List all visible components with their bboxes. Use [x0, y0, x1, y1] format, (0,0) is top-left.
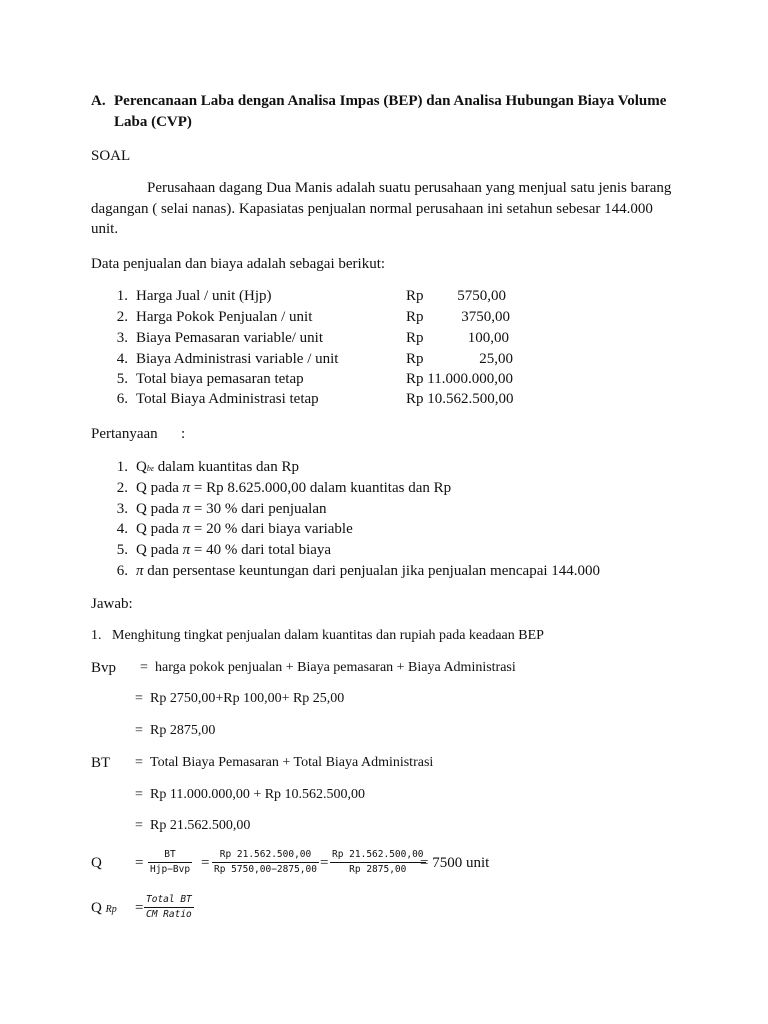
soal-label: SOAL [91, 148, 131, 164]
qrp-q: Q [91, 900, 102, 916]
item-value: 25,00 [479, 351, 513, 367]
item-value-line [406, 371, 513, 388]
q-equals-2: = [201, 855, 210, 871]
question-number: 4. [116, 521, 128, 537]
section-title-line2: Laba (CVP) [114, 114, 192, 130]
q-result: = 7500 unit [420, 855, 490, 871]
item-currency: Rp [406, 351, 424, 367]
question-q: Q pada [136, 521, 183, 537]
question-number: 3. [116, 501, 128, 517]
question-q: Q [136, 459, 147, 475]
bt-equals-3: = [135, 818, 143, 833]
pi-symbol: π [182, 521, 191, 537]
question-item [106, 521, 353, 538]
question-q: Q pada [136, 480, 183, 496]
data-intro: Data penjualan dan biaya adalah sebagai berikut: [91, 256, 386, 272]
question-text: = 30 % dari penjualan [190, 501, 327, 517]
bt-equals: = [135, 755, 143, 770]
fraction-simplified [330, 848, 426, 877]
bt-substitution: Rp 11.000.000,00 + Rp 10.562.500,00 [150, 787, 366, 802]
qrp-subscript: Rp [105, 904, 117, 915]
question-item [106, 459, 299, 476]
q-label: Q [91, 855, 102, 871]
bvp-formula: harga pokok penjualan + Biaya pemasaran + Biaya Administrasi [155, 660, 516, 675]
pi-symbol: π [182, 480, 191, 496]
question-number: 2. [116, 480, 128, 496]
item-value-line [406, 391, 514, 408]
fraction-denominator: CM Ratio [146, 909, 192, 920]
item-value: 5750,00 [457, 288, 506, 304]
list-item [106, 309, 312, 326]
bt-result: Rp 21.562.500,00 [150, 818, 251, 833]
item-label: Harga Pokok Penjualan / unit [136, 309, 313, 325]
bvp-equals-3: = [135, 723, 143, 738]
pi-symbol: π [182, 501, 191, 517]
item-number: 4. [116, 351, 128, 367]
item-value: 3750,00 [461, 309, 510, 325]
paragraph-line1: Perusahaan dagang Dua Manis adalah suatu perusahaan yang menjual satu jenis barang [147, 180, 672, 196]
bvp-result: Rp 2875,00 [150, 723, 216, 738]
fraction-denominator: Rp 5750,00−2875,00 [214, 864, 317, 875]
item-number: 3. [116, 330, 128, 346]
bvp-equals: = [140, 660, 148, 675]
question-item [106, 480, 451, 497]
pertanyaan-colon: : [181, 426, 186, 442]
list-item [106, 371, 304, 388]
fraction-bt-over-margin [148, 848, 192, 877]
item-label: Harga Jual / unit (Hjp) [136, 288, 272, 304]
item-value: 10.562.500,00 [427, 391, 514, 407]
fraction-substitution [212, 848, 319, 877]
question-item [106, 542, 331, 559]
question-text: = Rp 8.625.000,00 dalam kuantitas dan Rp [190, 480, 452, 496]
pertanyaan-label: Pertanyaan [91, 426, 158, 442]
list-item [106, 288, 272, 305]
question-item [106, 563, 600, 580]
item-value: 11.000.000,00 [427, 371, 513, 387]
item-currency: Rp [406, 371, 424, 387]
item-currency: Rp [406, 391, 424, 407]
q-equals: = [135, 855, 144, 871]
item-currency: Rp [406, 330, 424, 346]
fraction-numerator: Total BT [144, 893, 194, 908]
paragraph-line2: dagangan ( selai nanas). Kapasiatas penjualan normal perusahaan ini setahun sebesar 144.000 [91, 201, 653, 217]
fraction-numerator: Rp 21.562.500,00 [330, 848, 426, 863]
question-text: = 20 % dari biaya variable [190, 521, 353, 537]
question-item [106, 501, 327, 518]
question-subscript: bε [146, 464, 154, 473]
paragraph-line3: unit. [91, 221, 119, 237]
item-value: 100,00 [467, 330, 509, 346]
item-number: 1. [116, 288, 128, 304]
bvp-substitution: Rp 2750,00+Rp 100,00+ Rp 25,00 [150, 691, 345, 706]
list-item [106, 391, 319, 408]
question-q: Q pada [136, 501, 183, 517]
answer-heading: 1. Menghitung tingkat penjualan dalam kuantitas dan rupiah pada keadaan BEP [91, 628, 544, 643]
section-title-line1: Perencanaan Laba dengan Analisa Impas (BEP) dan Analisa Hubungan Biaya Volume [114, 93, 667, 109]
pi-symbol: π [182, 542, 191, 558]
bt-label: BT [91, 755, 111, 771]
bt-equals-2: = [135, 787, 143, 802]
question-text: dan persentase keuntungan dari penjualan jika penjualan mencapai 144.000 [143, 563, 601, 579]
item-label: Total biaya pemasaran tetap [136, 371, 304, 387]
question-number: 6. [116, 563, 128, 579]
pi-symbol: π [136, 563, 144, 579]
fraction-denominator: Rp 2875,00 [349, 864, 407, 875]
qrp-label [91, 900, 117, 917]
list-item [106, 351, 338, 368]
section-letter: A. [91, 93, 106, 109]
bvp-label: Bvp [91, 660, 117, 676]
bvp-equals-2: = [135, 691, 143, 706]
fraction-denominator: Hjp−Bvp [150, 864, 191, 875]
item-label: Total Biaya Administrasi tetap [136, 391, 319, 407]
question-number: 5. [116, 542, 128, 558]
item-label: Biaya Pemasaran variable/ unit [136, 330, 324, 346]
question-q: Q pada [136, 542, 183, 558]
item-number: 6. [116, 391, 128, 407]
qrp-equals: = [135, 900, 144, 916]
list-item [106, 330, 323, 347]
fraction-total-bt-over-cm-ratio [144, 893, 194, 922]
item-currency: Rp [406, 309, 424, 325]
question-text: dalam kuantitas dan Rp [154, 459, 299, 475]
question-text: = 40 % dari total biaya [190, 542, 332, 558]
question-number: 1. [116, 459, 128, 475]
fraction-numerator: BT [148, 848, 192, 863]
item-number: 2. [116, 309, 128, 325]
fraction-numerator: Rp 21.562.500,00 [212, 848, 319, 863]
item-number: 5. [116, 371, 128, 387]
jawab-label: Jawab: [91, 596, 133, 612]
item-currency: Rp [406, 288, 424, 304]
bt-formula: Total Biaya Pemasaran + Total Biaya Administrasi [150, 755, 434, 770]
item-label: Biaya Administrasi variable / unit [136, 351, 339, 367]
q-equals-3: = [320, 855, 329, 871]
